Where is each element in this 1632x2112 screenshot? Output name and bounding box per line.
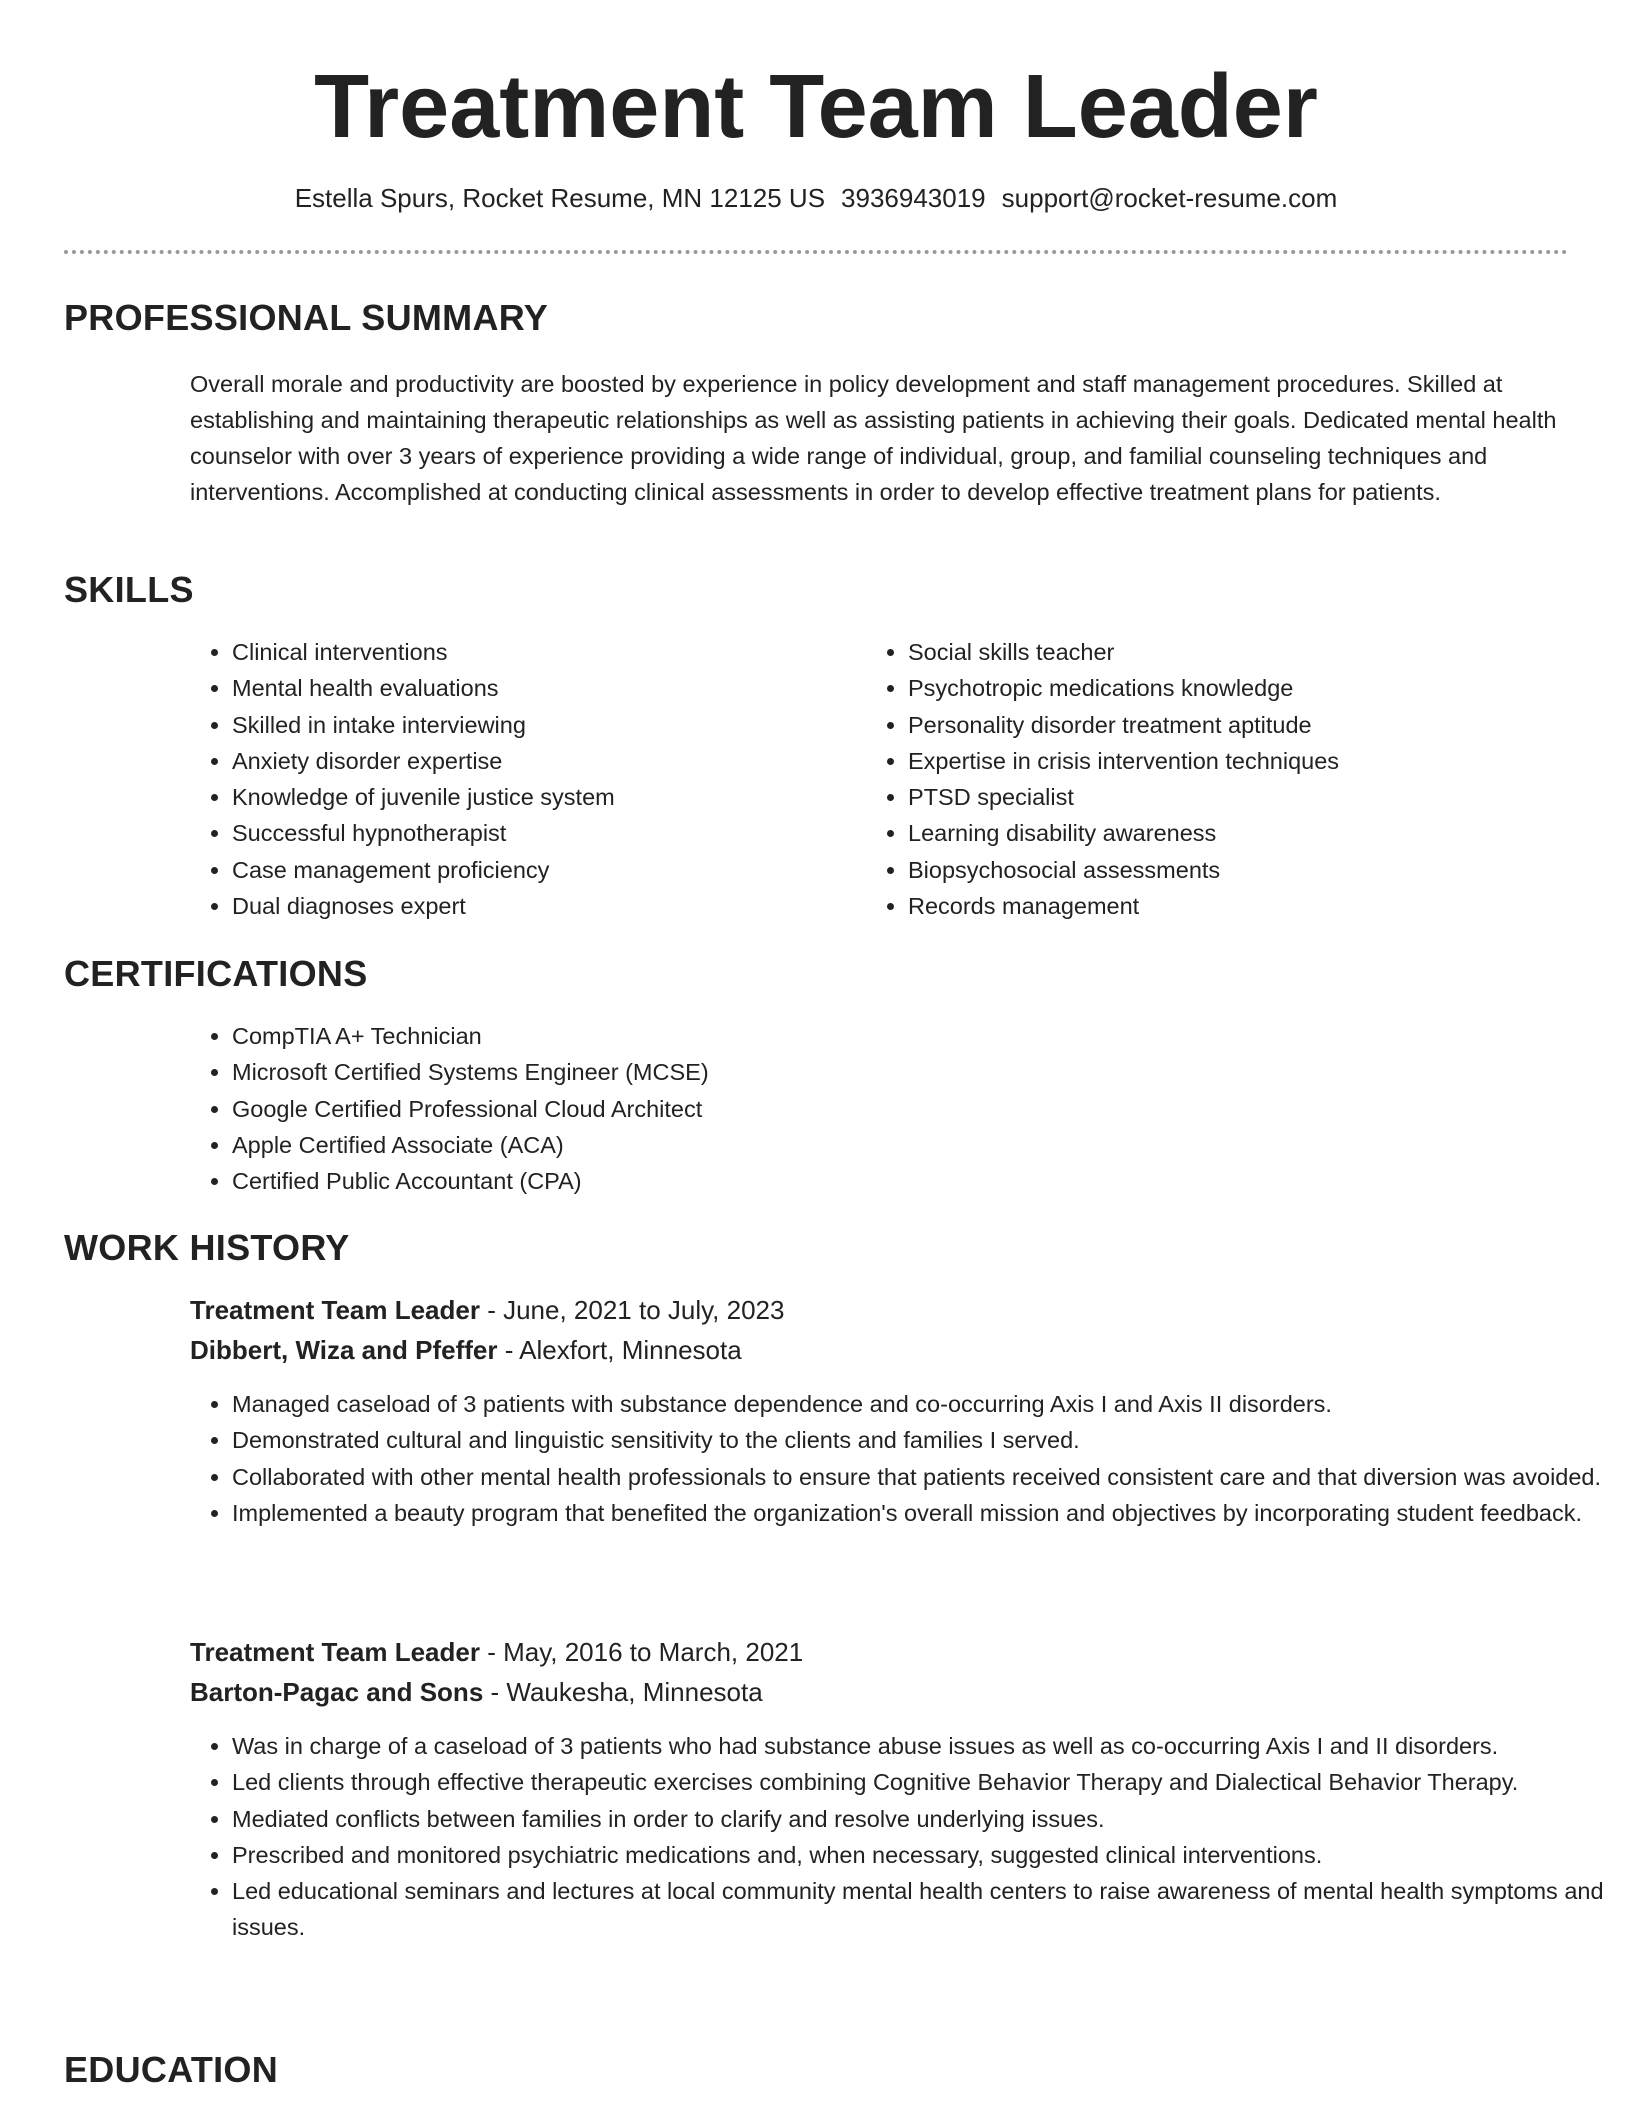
list-item: • Apple Certified Associate (ACA) — [232, 1127, 1532, 1163]
list-item: • Learning disability awareness — [908, 815, 1588, 851]
job-role: Treatment Team Leader — [190, 1295, 480, 1325]
list-item: • Personality disorder treatment aptitude — [908, 707, 1588, 743]
job-title-line — [190, 1634, 803, 1670]
list-item: • Successful hypnotherapist — [232, 815, 852, 851]
contact-address: Estella Spurs, Rocket Resume, MN 12125 US — [294, 183, 826, 213]
certifications-list — [188, 1018, 1532, 1199]
job-role: Treatment Team Leader — [190, 1637, 480, 1667]
list-item: • Case management proficiency — [232, 852, 852, 888]
skills-list-right — [864, 634, 1588, 924]
list-item: • Mediated conflicts between families in order to clarify and resolve underlying issues. — [232, 1801, 1612, 1837]
section-title-education: EDUCATION — [64, 2049, 279, 2090]
list-item: • Microsoft Certified Systems Engineer (MCSE) — [232, 1054, 1532, 1090]
job-bullets — [188, 1386, 1612, 1531]
summary-text: Overall morale and productivity are boosted by experience in policy development and staff management procedures. Skilled at establishing and maintaining therapeutic relationships as well as assisting patients in achieving their goals. Dedicated mental health counselor with over 3 years of experience providing a wide range of individual, group, and familial counseling techniques and interventions. Accomplished at conducting clinical assessments in order to develop effective treatment plans for patients. — [190, 371, 1557, 505]
list-item: • Records management — [908, 888, 1588, 924]
list-item: • Expertise in crisis intervention techniques — [908, 743, 1588, 779]
list-item: • Psychotropic medications knowledge — [908, 670, 1588, 706]
skills-list-left — [188, 634, 852, 924]
list-item: • Mental health evaluations — [232, 670, 852, 706]
section-title-skills: SKILLS — [64, 569, 194, 610]
job-dates: - May, 2016 to March, 2021 — [479, 1637, 804, 1667]
section-title-summary: PROFESSIONAL SUMMARY — [64, 297, 549, 338]
list-item: • Prescribed and monitored psychiatric medications and, when necessary, suggested clinical interventions. — [232, 1837, 1612, 1873]
header-divider — [64, 250, 1568, 254]
list-item: • PTSD specialist — [908, 779, 1588, 815]
contact-line — [0, 180, 1632, 216]
section-title-work-history: WORK HISTORY — [64, 1227, 350, 1268]
contact-email: support@rocket-resume.com — [1001, 183, 1338, 213]
list-item: • Certified Public Accountant (CPA) — [232, 1163, 1532, 1199]
job-bullets — [188, 1728, 1612, 1946]
list-item: • Knowledge of juvenile justice system — [232, 779, 852, 815]
list-item: • Biopsychosocial assessments — [908, 852, 1588, 888]
list-item: • Demonstrated cultural and linguistic sensitivity to the clients and families I served. — [232, 1422, 1612, 1458]
list-item: • Skilled in intake interviewing — [232, 707, 852, 743]
job-company: Barton-Pagac and Sons — [190, 1677, 484, 1707]
job-location: - Alexfort, Minnesota — [497, 1335, 742, 1365]
candidate-name: Treatment Team Leader — [314, 57, 1318, 157]
list-item: • Collaborated with other mental health professionals to ensure that patients received consistent care and that diversion was avoided. — [232, 1459, 1612, 1495]
job-company-line — [190, 1674, 763, 1710]
contact-phone: 3936943019 — [841, 183, 986, 213]
list-item: • Google Certified Professional Cloud Architect — [232, 1091, 1532, 1127]
list-item: • CompTIA A+ Technician — [232, 1018, 1532, 1054]
job-title-line — [190, 1292, 784, 1328]
section-title-certifications: CERTIFICATIONS — [64, 953, 368, 994]
list-item: • Social skills teacher — [908, 634, 1588, 670]
job-company: Dibbert, Wiza and Pfeffer — [190, 1335, 498, 1365]
job-dates: - June, 2021 to July, 2023 — [479, 1295, 785, 1325]
list-item: • Anxiety disorder expertise — [232, 743, 852, 779]
job-location: - Waukesha, Minnesota — [483, 1677, 763, 1707]
list-item: • Was in charge of a caseload of 3 patients who had substance abuse issues as well as co-occurring Axis I and II disorders. — [232, 1728, 1612, 1764]
list-item: • Implemented a beauty program that benefited the organization's overall mission and objectives by incorporating student feedback. — [232, 1495, 1612, 1531]
job-company-line — [190, 1332, 742, 1368]
list-item: • Clinical interventions — [232, 634, 852, 670]
list-item: • Dual diagnoses expert — [232, 888, 852, 924]
list-item: • Led clients through effective therapeutic exercises combining Cognitive Behavior Therapy and Dialectical Behavior Therapy. — [232, 1764, 1612, 1800]
list-item: • Managed caseload of 3 patients with substance dependence and co-occurring Axis I and Axis II disorders. — [232, 1386, 1612, 1422]
list-item: • Led educational seminars and lectures at local community mental health centers to raise awareness of mental health symptoms and issues. — [232, 1873, 1612, 1946]
